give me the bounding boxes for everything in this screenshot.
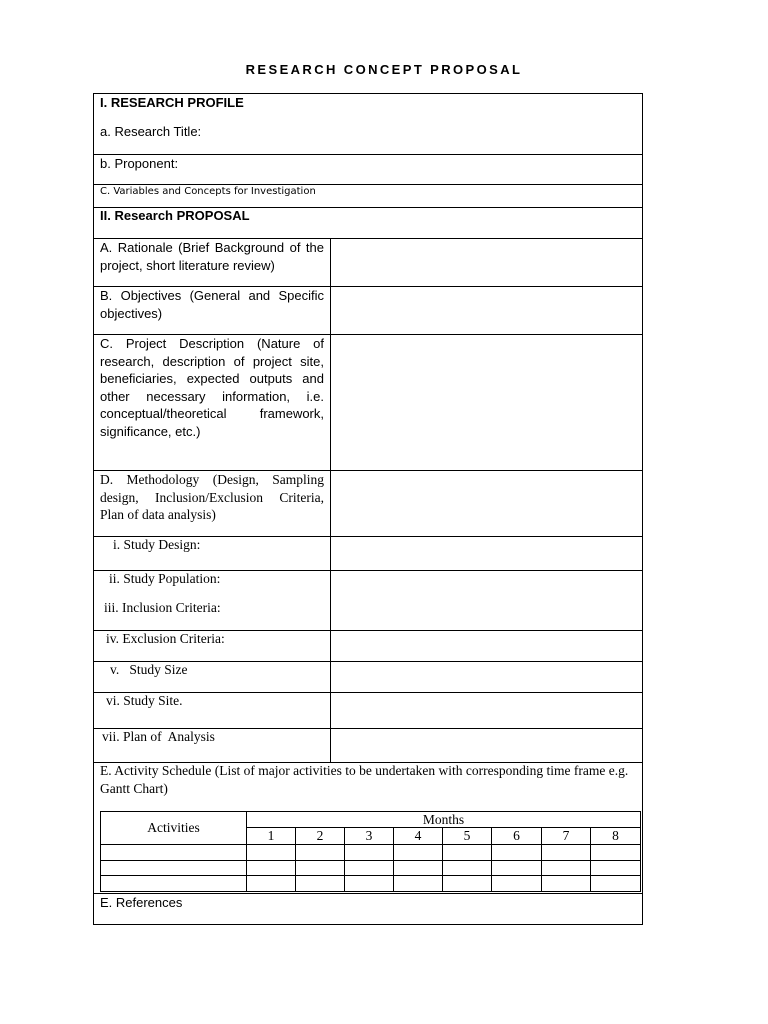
table-row bbox=[101, 861, 641, 876]
month-cell[interactable] bbox=[296, 861, 345, 876]
month-header: 3 bbox=[345, 828, 394, 845]
month-cell[interactable] bbox=[296, 845, 345, 861]
month-cell[interactable] bbox=[542, 861, 591, 876]
month-cell[interactable] bbox=[247, 845, 296, 861]
activity-schedule-label: E. Activity Schedule (List of major activities to be undertaken with corresponding time frame e.g. Gantt Chart) bbox=[100, 763, 629, 796]
study-design-label: i. Study Design: bbox=[113, 537, 201, 552]
rationale-label: A. Rationale (Brief Background of the project, short literature review) bbox=[100, 240, 324, 273]
page-title: RESEARCH CONCEPT PROPOSAL bbox=[245, 62, 523, 77]
references-row[interactable] bbox=[93, 893, 643, 925]
population-inclusion-input-cell[interactable] bbox=[330, 570, 643, 631]
population-inclusion-label-cell bbox=[93, 570, 331, 631]
objectives-input-cell[interactable] bbox=[330, 286, 643, 335]
study-design-input-cell[interactable] bbox=[330, 536, 643, 571]
rationale-input-cell[interactable] bbox=[330, 238, 643, 287]
plan-analysis-label: vii. Plan of Analysis bbox=[102, 729, 215, 744]
study-size-label-cell bbox=[93, 661, 331, 693]
month-cell[interactable] bbox=[492, 861, 542, 876]
objectives-label: B. Objectives (General and Specific objectives) bbox=[100, 288, 324, 321]
months-header: Months bbox=[247, 812, 641, 828]
activity-cell[interactable] bbox=[101, 861, 247, 876]
month-header: 7 bbox=[542, 828, 591, 845]
research-title-label: a. Research Title: bbox=[100, 124, 202, 139]
study-site-input-cell[interactable] bbox=[330, 692, 643, 729]
table-row bbox=[101, 845, 641, 861]
activity-cell[interactable] bbox=[101, 876, 247, 892]
month-cell[interactable] bbox=[492, 845, 542, 861]
activities-header: Activities bbox=[101, 812, 247, 845]
plan-analysis-input-cell[interactable] bbox=[330, 728, 643, 763]
month-header: 5 bbox=[443, 828, 492, 845]
research-profile-section bbox=[93, 93, 643, 155]
month-cell[interactable] bbox=[394, 876, 443, 892]
research-profile-heading: I. RESEARCH PROFILE bbox=[100, 95, 244, 110]
study-site-label-cell bbox=[93, 692, 331, 729]
methodology-label-cell bbox=[93, 470, 331, 537]
activity-cell[interactable] bbox=[101, 845, 247, 861]
study-population-label: ii. Study Population: bbox=[109, 571, 221, 586]
month-cell[interactable] bbox=[247, 876, 296, 892]
month-cell[interactable] bbox=[394, 845, 443, 861]
month-header: 4 bbox=[394, 828, 443, 845]
variables-label: C. Variables and Concepts for Investigation bbox=[100, 186, 316, 197]
references-label: E. References bbox=[100, 895, 183, 910]
month-header: 6 bbox=[492, 828, 542, 845]
description-label: C. Project Description (Nature of research, description of project site, beneficiaries, expected outputs and other necessary information, i.e. conceptual/theoretical framework, significance, etc.) bbox=[100, 336, 324, 439]
description-input-cell[interactable] bbox=[330, 334, 643, 471]
month-cell[interactable] bbox=[492, 876, 542, 892]
exclusion-criteria-label: iv. Exclusion Criteria: bbox=[106, 631, 225, 646]
month-header: 2 bbox=[296, 828, 345, 845]
month-header: 8 bbox=[591, 828, 641, 845]
activity-schedule-section bbox=[93, 762, 643, 894]
gantt-table bbox=[100, 811, 641, 892]
proponent-label: b. Proponent: bbox=[100, 156, 179, 171]
research-proposal-heading: II. Research PROPOSAL bbox=[100, 208, 250, 223]
month-cell[interactable] bbox=[394, 861, 443, 876]
month-cell[interactable] bbox=[443, 845, 492, 861]
proponent-row bbox=[93, 154, 643, 185]
study-design-label-cell bbox=[93, 536, 331, 571]
methodology-input-cell[interactable] bbox=[330, 470, 643, 537]
study-size-label: v. Study Size bbox=[110, 662, 188, 677]
month-cell[interactable] bbox=[542, 845, 591, 861]
month-cell[interactable] bbox=[345, 876, 394, 892]
rationale-label-cell bbox=[93, 238, 331, 287]
month-cell[interactable] bbox=[443, 876, 492, 892]
methodology-label: D. Methodology (Design, Sampling design, Inclusion/Exclusion Criteria, Plan of data analysis) bbox=[100, 472, 324, 522]
research-proposal-heading-row bbox=[93, 207, 643, 239]
month-cell[interactable] bbox=[345, 845, 394, 861]
month-cell[interactable] bbox=[345, 861, 394, 876]
month-header: 1 bbox=[247, 828, 296, 845]
description-label-cell bbox=[93, 334, 331, 471]
study-site-label: vi. Study Site. bbox=[106, 693, 183, 708]
month-cell[interactable] bbox=[443, 861, 492, 876]
table-row bbox=[101, 876, 641, 892]
month-cell[interactable] bbox=[591, 876, 641, 892]
month-cell[interactable] bbox=[591, 861, 641, 876]
month-cell[interactable] bbox=[296, 876, 345, 892]
exclusion-input-cell[interactable] bbox=[330, 630, 643, 662]
exclusion-label-cell bbox=[93, 630, 331, 662]
study-size-input-cell[interactable] bbox=[330, 661, 643, 693]
objectives-label-cell bbox=[93, 286, 331, 335]
month-cell[interactable] bbox=[542, 876, 591, 892]
inclusion-criteria-label: iii. Inclusion Criteria: bbox=[104, 600, 221, 615]
variables-row bbox=[93, 184, 643, 208]
plan-analysis-label-cell bbox=[93, 728, 331, 763]
month-cell[interactable] bbox=[247, 861, 296, 876]
month-cell[interactable] bbox=[591, 845, 641, 861]
